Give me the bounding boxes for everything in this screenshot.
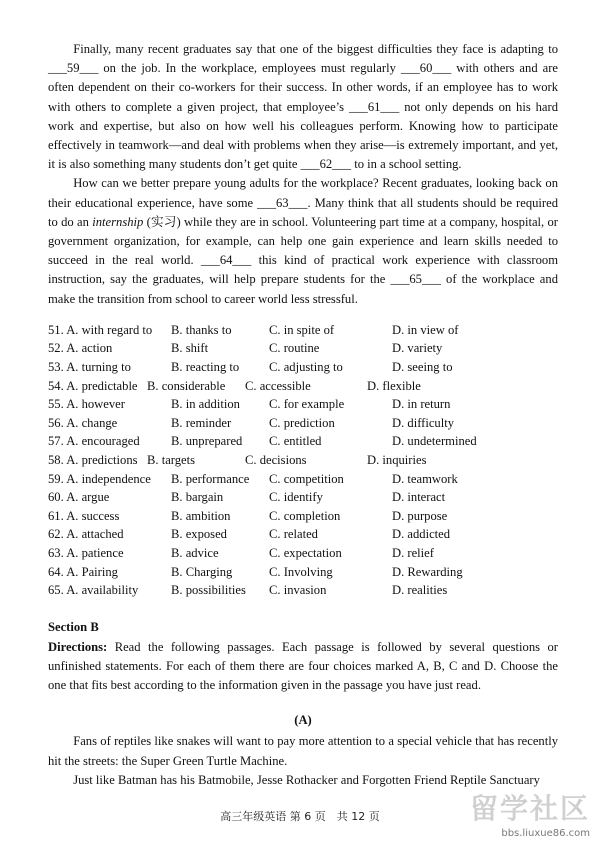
option-62-b: B. exposed	[171, 527, 227, 542]
option-row-60	[48, 488, 558, 507]
option-51-b: B. thanks to	[171, 322, 232, 337]
option-62-a: 62. A. attached	[48, 527, 124, 542]
option-60-d: D. interact	[392, 490, 446, 505]
option-60-b: B. bargain	[171, 490, 224, 505]
option-64-b: B. Charging	[171, 564, 233, 579]
option-65-b: B. possibilities	[171, 583, 246, 598]
section-b-directions	[48, 638, 558, 696]
option-63-a: 63. A. patience	[48, 545, 124, 560]
option-63-b: B. advice	[171, 545, 219, 560]
option-56-a: 56. A. change	[48, 415, 118, 430]
option-61-a: 61. A. success	[48, 508, 120, 523]
option-55-d: D. in return	[392, 397, 451, 412]
exam-page	[48, 40, 558, 790]
option-row-59	[48, 470, 558, 489]
option-54-a: 54. A. predictable	[48, 378, 138, 393]
cloze-paragraph-2	[48, 174, 558, 308]
option-56-d: D. difficulty	[392, 415, 455, 430]
page-footer: 高三年级英语 第 6 页 共 12 页	[220, 810, 380, 823]
option-58-b: B. targets	[147, 453, 196, 467]
section-b	[48, 618, 558, 696]
option-row-61	[48, 507, 558, 526]
option-51-d: D. in view of	[392, 322, 459, 337]
option-row-55	[48, 395, 558, 414]
option-57-d: D. undetermined	[392, 434, 477, 449]
option-63-c: C. expectation	[269, 545, 342, 560]
option-54-c: C. accessible	[245, 378, 311, 393]
option-53-d: D. seeing to	[392, 360, 453, 375]
watermark-url: bbs.liuxue86.com	[501, 828, 590, 839]
section-b-title: Section B	[48, 619, 99, 634]
passage-a	[48, 732, 558, 790]
cloze-paragraph-1: Finally, many recent graduates say that one of the biggest difficulties they face is adapting to ___59___ on the job. In the workplace, employees must regularly ___60___ with others and are often dependent on their co-workers for their success. In other words, if an employee has to work with others to complete a given project, that employee’s ___61___ not only depends on his hard work and expertise, but also on how well his colleagues perform. Knowing how to participate effectively in teamwork—and deal with problems when they arise—is extremely important, and yet, it is also something many students don’t get quite ___62___ to in a school setting.	[48, 42, 558, 172]
option-row-56	[48, 414, 558, 433]
answer-options	[48, 321, 558, 600]
cloze-paragraph-2-part-2: (实习) while they are in school. Volunteering part time at a company, hospital, or government organization, for example, can help one gain experience and learn skills needed to succeed in the real world. ___64___ this kind of practical work experience with classroom instruction, say the graduates, will help prepare students for the ___65___ of the workplace and make the transition from school to career world less stressful.	[48, 214, 558, 306]
option-65-a: 65. A. availability	[48, 583, 139, 598]
directions-label: Directions:	[48, 639, 108, 654]
option-61-c: C. completion	[269, 508, 341, 523]
option-61-b: B. ambition	[171, 508, 231, 523]
option-row-64	[48, 563, 558, 582]
option-52-d: D. variety	[392, 341, 443, 356]
passage-a-paragraph-2: Just like Batman has his Batmobile, Jesse Rothacker and Forgotten Friend Reptile Sanctuary	[73, 772, 540, 787]
option-60-c: C. identify	[269, 490, 323, 505]
option-row-53	[48, 358, 558, 377]
option-51-c: C. in spite of	[269, 322, 335, 337]
option-54-b: B. considerable	[147, 378, 226, 393]
watermark-text: 留学社区	[469, 792, 590, 825]
passage-a-label: (A)	[294, 713, 312, 728]
option-55-b: B. in addition	[171, 397, 240, 412]
option-52-a: 52. A. action	[48, 341, 113, 356]
option-65-d: D. realities	[392, 583, 448, 598]
option-row-51	[48, 321, 558, 340]
passage-a-paragraph-1: Fans of reptiles like snakes will want to pay more attention to a special vehicle that has recently hit the streets: the Super Green Turtle Machine.	[48, 734, 558, 768]
option-row-58	[48, 451, 558, 470]
option-59-d: D. teamwork	[392, 471, 458, 486]
option-57-c: C. entitled	[269, 434, 322, 449]
watermark-logo	[446, 785, 596, 841]
option-62-d: D. addicted	[392, 527, 451, 542]
option-55-a: 55. A. however	[48, 397, 125, 412]
internship-term: internship	[92, 214, 144, 229]
option-57-b: B. unprepared	[171, 434, 243, 449]
option-64-c: C. Involving	[269, 564, 333, 579]
cloze-paragraph-2-part-1: How can we better prepare young adults for the workplace? Recent graduates, looking back on their educational experience, have some ___63___. Many think that all students should be required to do an	[48, 176, 558, 229]
option-53-b: B. reacting to	[171, 360, 240, 375]
option-65-c: C. invasion	[269, 583, 327, 598]
option-row-54	[48, 377, 558, 396]
option-58-a: 58. A. predictions	[48, 453, 138, 467]
option-57-a: 57. A. encouraged	[48, 434, 140, 449]
option-64-a: 64. A. Pairing	[48, 564, 118, 579]
option-61-d: D. purpose	[392, 508, 448, 523]
option-52-c: C. routine	[269, 341, 320, 356]
option-row-65	[48, 581, 558, 600]
option-row-52	[48, 339, 558, 358]
option-59-a: 59. A. independence	[48, 471, 151, 486]
option-row-57	[48, 432, 558, 451]
option-60-a: 60. A. argue	[48, 490, 110, 505]
option-53-c: C. adjusting to	[269, 360, 343, 375]
option-53-a: 53. A. turning to	[48, 360, 131, 375]
option-54-d: D. flexible	[367, 378, 421, 393]
option-62-c: C. related	[269, 527, 318, 542]
option-row-62	[48, 525, 558, 544]
option-row-63	[48, 544, 558, 563]
option-51-a: 51. A. with regard to	[48, 322, 153, 337]
option-59-b: B. performance	[171, 471, 250, 486]
option-56-b: B. reminder	[171, 415, 232, 430]
option-59-c: C. competition	[269, 471, 344, 486]
option-56-c: C. prediction	[269, 415, 335, 430]
option-52-b: B. shift	[171, 341, 209, 356]
option-63-d: D. relief	[392, 545, 434, 560]
directions-text: Read the following passages. Each passage is followed by several questions or unfinished statements. For each of them there are four choices marked A, B, C and D. Choose the one that fits best according to the information given in the passage you have just read.	[48, 639, 558, 693]
option-64-d: D. Rewarding	[392, 564, 463, 579]
option-55-c: C. for example	[269, 397, 345, 412]
option-58-c: C. decisions	[245, 453, 307, 467]
option-58-d: D. inquiries	[367, 453, 427, 467]
